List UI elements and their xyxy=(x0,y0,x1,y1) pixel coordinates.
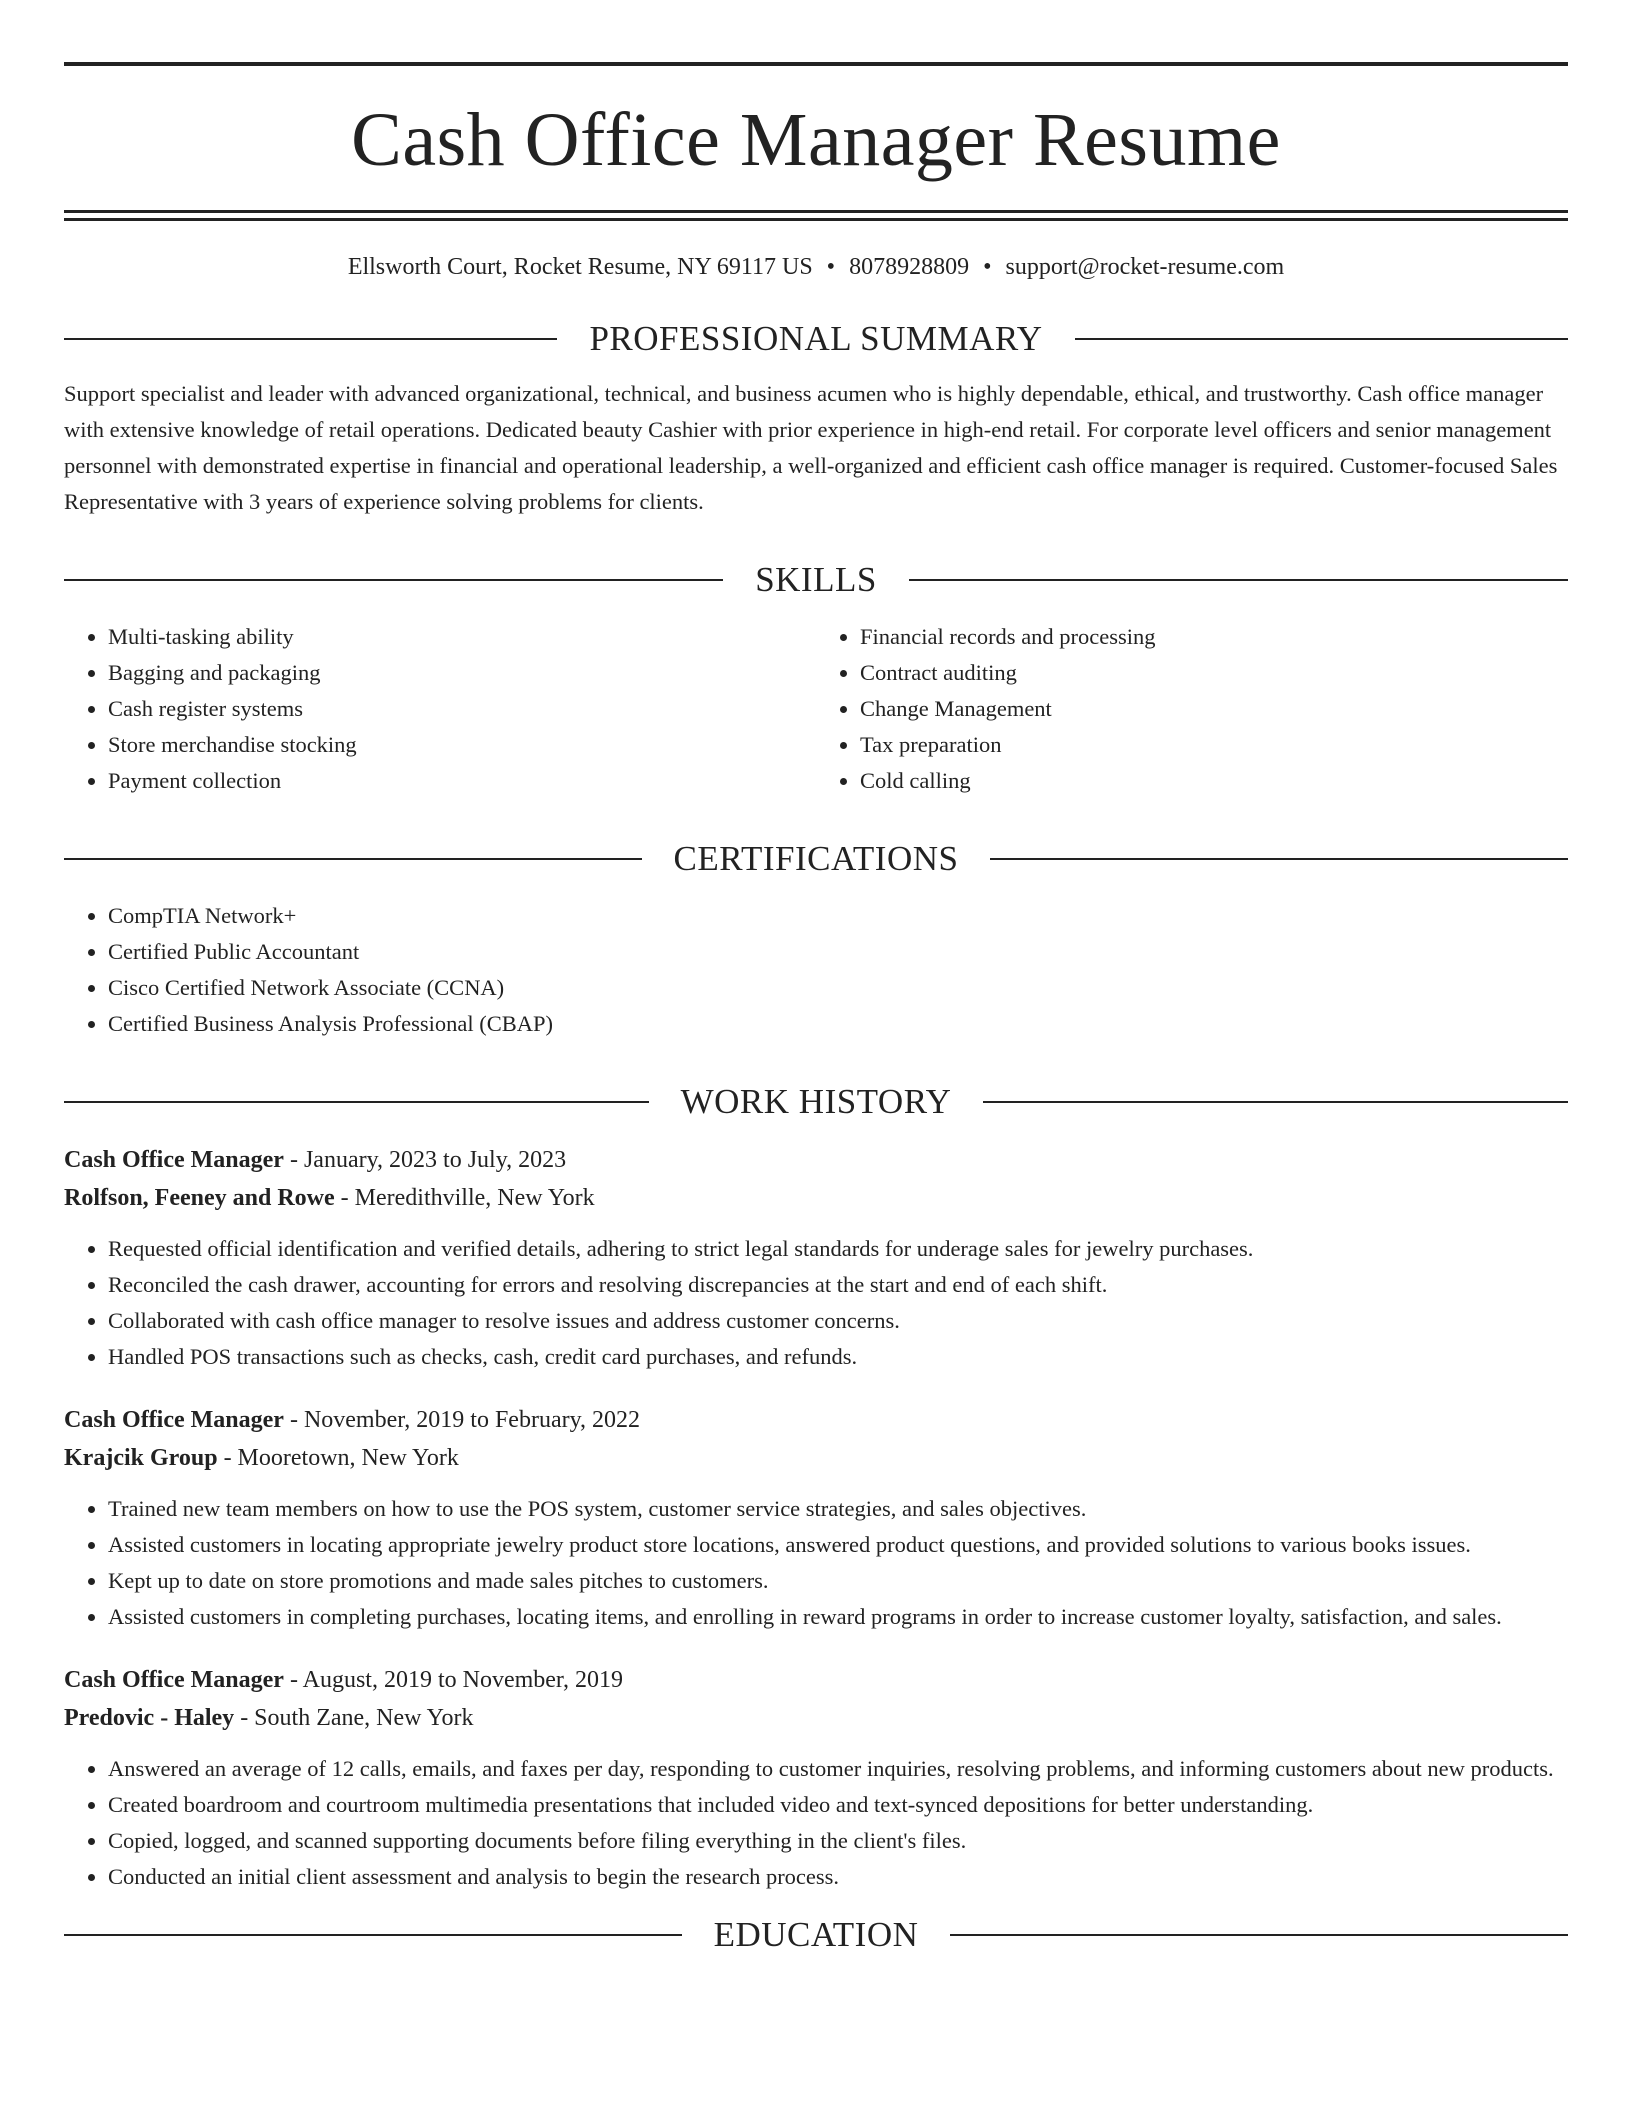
job-bullet: • Copied, logged, and scanned supporting documents before filing everything in the client's files. xyxy=(108,1823,1568,1859)
job-bullet: • Handled POS transactions such as checks, cash, credit card purchases, and refunds. xyxy=(108,1339,1568,1375)
certifications-list xyxy=(64,898,1568,1042)
job-location: - Meredithville, New York xyxy=(334,1185,595,1211)
skill-item: • Contract auditing xyxy=(860,655,1568,691)
job-bullet: • Kept up to date on store promotions and made sales pitches to customers. xyxy=(108,1563,1568,1599)
job-company-line xyxy=(64,1179,1568,1217)
section-title: WORK HISTORY xyxy=(680,1082,952,1121)
job-dates: - August, 2019 to November, 2019 xyxy=(283,1667,623,1693)
top-rule xyxy=(64,62,1568,66)
skill-item: • Financial records and processing xyxy=(860,619,1568,655)
section-title: SKILLS xyxy=(755,560,877,599)
heading-rule xyxy=(1075,338,1568,340)
job-bullet: • Answered an average of 12 calls, emails, and faxes per day, responding to customer inquiries, resolving problems, and informing customers about new products. xyxy=(108,1751,1568,1787)
job-bullet: • Created boardroom and courtroom multimedia presentations that included video and text-synced depositions for better understanding. xyxy=(108,1787,1568,1823)
heading-rule xyxy=(64,1934,682,1936)
job-company: Krajcik Group xyxy=(64,1445,218,1471)
contact-separator: • xyxy=(826,254,836,280)
job-title: Cash Office Manager xyxy=(64,1667,284,1693)
job-bullet: • Assisted customers in locating appropriate jewelry product store locations, answered product questions, and provided solutions to various books issues. xyxy=(108,1527,1568,1563)
skill-item: • Cash register systems xyxy=(108,691,816,727)
job-entry xyxy=(64,1401,1568,1635)
job-bullet: • Requested official identification and verified details, adhering to strict legal standards for underage sales for jewelry purchases. xyxy=(108,1231,1568,1267)
job-dates: - November, 2019 to February, 2022 xyxy=(283,1407,641,1433)
job-bullet: • Trained new team members on how to use the POS system, customer service strategies, and sales objectives. xyxy=(108,1491,1568,1527)
summary-text: Support specialist and leader with advanced organizational, technical, and business acumen who is highly dependable, ethical, and trustworthy. Cash office manager with extensive knowledge of retail operations. Dedicated beauty Cashier with prior experience in high-end retail. For corporate level officers and senior management personnel with demonstrated expertise in financial and operational leadership, a well-organized and efficient cash office manager is required. Customer-focused Sales Representative with 3 years of experience solving problems for clients. xyxy=(64,381,1558,514)
job-title: Cash Office Manager xyxy=(64,1147,284,1173)
skill-item: • Bagging and packaging xyxy=(108,655,816,691)
job-title-line xyxy=(64,1141,1568,1179)
skill-item: • Change Management xyxy=(860,691,1568,727)
job-company: Rolfson, Feeney and Rowe xyxy=(64,1185,335,1211)
job-dates: - January, 2023 to July, 2023 xyxy=(283,1147,567,1173)
skill-item: • Multi-tasking ability xyxy=(108,619,816,655)
contact-email: support@rocket-resume.com xyxy=(1005,254,1285,280)
resume-page xyxy=(64,0,1568,1952)
heading-rule xyxy=(909,579,1568,581)
skill-item: • Payment collection xyxy=(108,763,816,799)
contact-phone: 8078928809 xyxy=(849,254,970,280)
heading-rule xyxy=(64,338,557,340)
title-double-rule xyxy=(64,210,1568,221)
section-title: EDUCATION xyxy=(713,1915,919,1954)
section-heading-summary xyxy=(64,321,1568,356)
section-heading-skills xyxy=(64,562,1568,597)
certification-item: • Certified Business Analysis Professional (CBAP) xyxy=(108,1006,1568,1042)
skills-columns xyxy=(64,619,1568,799)
contact-line xyxy=(64,255,1568,279)
skill-item: • Store merchandise stocking xyxy=(108,727,816,763)
job-bullet: • Reconciled the cash drawer, accounting for errors and resolving discrepancies at the start and end of each shift. xyxy=(108,1267,1568,1303)
skill-item: • Tax preparation xyxy=(860,727,1568,763)
section-title: CERTIFICATIONS xyxy=(673,839,959,878)
heading-rule xyxy=(950,1934,1568,1936)
contact-address: Ellsworth Court, Rocket Resume, NY 69117 US xyxy=(347,254,813,280)
page-title: Cash Office Manager Resume xyxy=(351,98,1281,182)
heading-rule xyxy=(983,1101,1568,1103)
section-heading-work-history xyxy=(64,1084,1568,1119)
heading-rule xyxy=(64,579,723,581)
section-heading-education xyxy=(64,1917,1568,1952)
section-heading-certifications xyxy=(64,841,1568,876)
job-bullet: • Collaborated with cash office manager to resolve issues and address customer concerns. xyxy=(108,1303,1568,1339)
job-title-line xyxy=(64,1661,1568,1699)
heading-rule xyxy=(64,1101,649,1103)
section-title: PROFESSIONAL SUMMARY xyxy=(589,319,1043,358)
job-company: Predovic - Haley xyxy=(64,1705,235,1731)
job-company-line xyxy=(64,1439,1568,1477)
job-location: - Mooretown, New York xyxy=(217,1445,459,1471)
job-bullet: • Conducted an initial client assessment and analysis to begin the research process. xyxy=(108,1859,1568,1895)
job-bullets xyxy=(64,1231,1568,1375)
job-title: Cash Office Manager xyxy=(64,1407,284,1433)
job-entry xyxy=(64,1141,1568,1375)
job-title-line xyxy=(64,1401,1568,1439)
certification-item: • Certified Public Accountant xyxy=(108,934,1568,970)
heading-rule xyxy=(990,858,1568,860)
job-location: - South Zane, New York xyxy=(234,1705,474,1731)
contact-separator: • xyxy=(983,254,992,280)
certification-item: • CompTIA Network+ xyxy=(108,898,1568,934)
heading-rule xyxy=(64,858,642,860)
skills-list-left xyxy=(64,619,816,799)
job-bullet: • Assisted customers in completing purchases, locating items, and enrolling in reward programs in order to increase customer loyalty, satisfaction, and sales. xyxy=(108,1599,1568,1635)
skill-item: • Cold calling xyxy=(860,763,1568,799)
job-bullets xyxy=(64,1751,1568,1895)
certification-item: • Cisco Certified Network Associate (CCNA) xyxy=(108,970,1568,1006)
job-entry xyxy=(64,1661,1568,1895)
job-company-line xyxy=(64,1699,1568,1737)
skills-list-right xyxy=(816,619,1568,799)
job-bullets xyxy=(64,1491,1568,1635)
